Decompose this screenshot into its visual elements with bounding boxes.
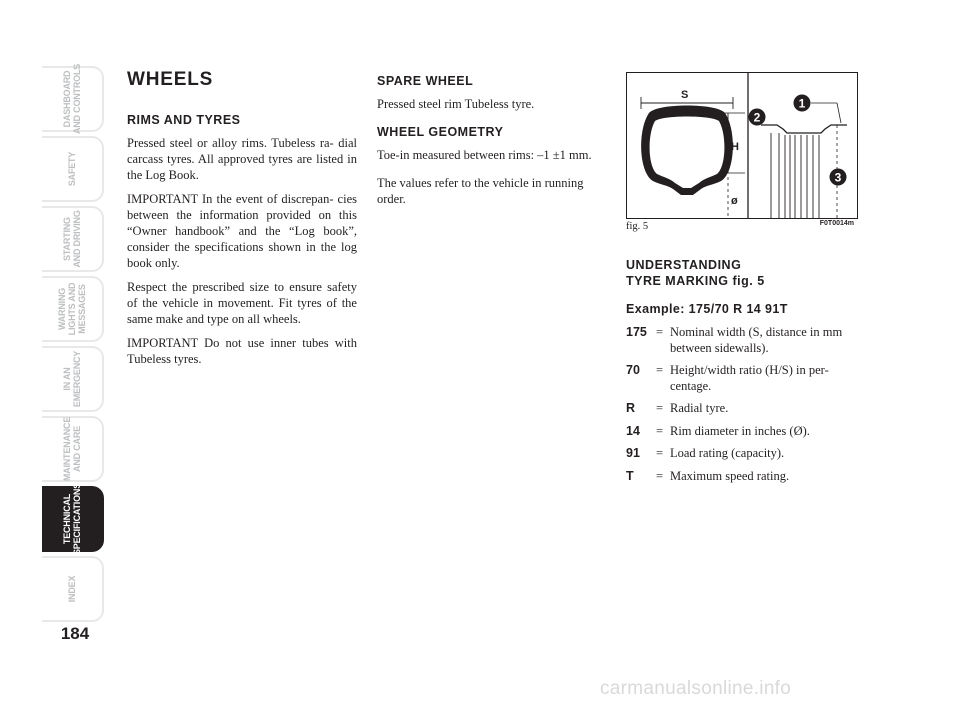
tab-label: STARTING AND DRIVING [62, 210, 82, 268]
definition-text: Load rating (capacity). [670, 446, 785, 460]
definition-text: Rim diameter in inches (Ø). [670, 423, 810, 438]
definition-item [626, 469, 858, 485]
tab-technical-specifications[interactable] [42, 482, 104, 556]
tab-maintenance-and-care[interactable] [42, 416, 104, 482]
tab-label: MAINTENANCE AND CARE [62, 416, 82, 482]
tab-label: IN AN EMERGENCY [62, 350, 82, 408]
definition-text: Height/width ratio (H/S) in per- centage. [670, 363, 829, 393]
definition-text: Maximum speed rating. [670, 468, 790, 483]
definition-item [626, 325, 858, 356]
tyre-section-figure [626, 72, 858, 219]
tyre-marking-heading [626, 257, 858, 289]
callout-1-label: 1 [798, 96, 806, 111]
definition-equals: = [656, 423, 664, 438]
definition-key: 14 [626, 423, 640, 438]
spare-wheel-text: Pressed steel rim Tubeless tyre. [377, 97, 535, 111]
spare-wheel-heading: SPARE WHEEL [377, 74, 474, 88]
dimension-diameter-label: ø [731, 195, 738, 207]
page-number: 184 [60, 624, 90, 643]
inner-tubes-paragraph: IMPORTANT Do not use inner tubes with Tubeless tyres. [127, 336, 357, 366]
wheel-geometry-note: The values refer to the vehicle in running order. [377, 176, 584, 206]
rims-heading: RIMS AND TYRES [127, 113, 241, 127]
dimension-h-label: H [731, 141, 739, 153]
figure-caption: fig. 5 [626, 221, 649, 232]
wheels-section [127, 66, 357, 375]
definition-equals: = [656, 325, 664, 339]
figure-code: F0T0014m [819, 220, 854, 227]
figure-caption-row [626, 221, 858, 237]
definition-item [626, 446, 858, 462]
rims-paragraph: Pressed steel or alloy rims. Tubeless ra- dial carcass tyres. All approved tyres are listed in the Log Book. [127, 136, 357, 182]
tab-label: DASHBOARD AND CONTROLS [62, 63, 82, 135]
tab-label: TECHNICAL SPECIFICATIONS [62, 482, 82, 556]
definition-key: 70 [626, 363, 640, 377]
spare-wheel-section [377, 66, 607, 219]
definition-text: Radial tyre. [670, 401, 729, 415]
tab-label: SAFETY [67, 151, 77, 187]
tab-safety[interactable] [42, 136, 104, 202]
definition-equals: = [656, 363, 664, 377]
tyre-marking-definitions [626, 325, 858, 484]
dimension-s-label: S [681, 89, 689, 101]
tab-in-an-emergency[interactable] [42, 346, 104, 412]
tab-dashboard-and-controls[interactable] [42, 63, 104, 135]
tab-label: INDEX [67, 575, 77, 603]
tab-starting-and-driving[interactable] [42, 206, 104, 272]
tyre-cross-section-illustration [627, 73, 858, 219]
definition-key: R [626, 401, 636, 415]
tyre-marking-heading-line1: UNDERSTANDING [626, 258, 742, 272]
callout-2-label: 2 [753, 110, 761, 125]
definition-item [626, 401, 858, 417]
tyre-marking-example: Example: 175/70 R 14 91T [626, 302, 788, 316]
tab-label: WARNING LIGHTS AND MESSAGES [57, 282, 87, 336]
watermark: carmanualsonline.info [600, 678, 792, 699]
definition-text: Nominal width (S, distance in mm between sidewalls). [670, 325, 843, 355]
size-paragraph: Respect the prescribed size to ensure safety of the vehicle in movement. Fit tyres of the same make and type on all wheels. [127, 280, 357, 326]
wheel-geometry-text: Toe-in measured between rims: –1 ±1 mm. [377, 148, 592, 162]
definition-item [626, 424, 858, 440]
wheel-geometry-heading: WHEEL GEOMETRY [377, 125, 504, 139]
page-title: WHEELS [127, 69, 214, 90]
definition-key: T [626, 468, 634, 483]
definition-equals: = [656, 468, 664, 483]
tyre-marking-section [626, 66, 858, 491]
definition-key: 91 [626, 446, 640, 460]
tyre-marking-heading-line2: TYRE MARKING fig. 5 [626, 274, 765, 288]
tab-warning-lights-and-messages[interactable] [42, 276, 104, 342]
tab-index[interactable] [42, 556, 104, 622]
definition-key: 175 [626, 325, 647, 339]
definition-equals: = [656, 401, 664, 415]
definition-equals: = [656, 446, 664, 460]
callout-3-label: 3 [834, 170, 842, 185]
discrepancy-paragraph: IMPORTANT In the event of discrepan- cies between the information provided on this “Owner handbook” and the “Log book”, consider the specifications shown in the log book only. [127, 192, 357, 270]
definition-item [626, 363, 858, 394]
